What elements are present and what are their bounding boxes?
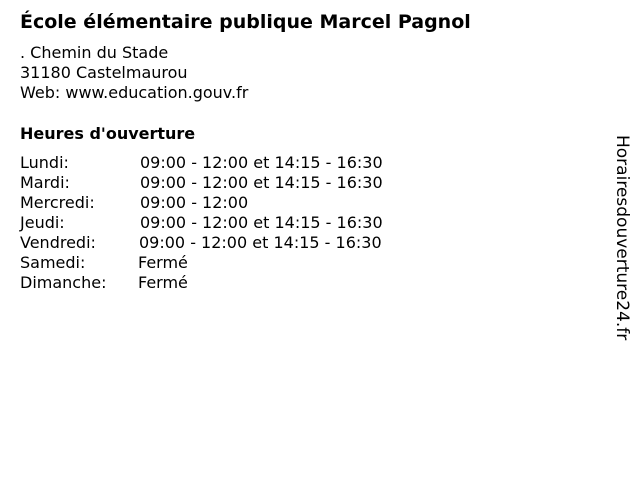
time-value: 09:00 - 12:00 et 14:15 - 16:30 [140, 153, 383, 172]
website-line: Web: www.education.gouv.fr [20, 83, 249, 102]
time-value: 09:00 - 12:00 et 14:15 - 16:30 [140, 213, 383, 232]
day-label: Mercredi: [20, 193, 95, 212]
day-label: Dimanche: [20, 273, 107, 292]
page-title: École élémentaire publique Marcel Pagnol [20, 11, 471, 33]
site-watermark: Horairesdouverture24.fr [612, 135, 632, 341]
day-label: Lundi: [20, 153, 69, 172]
time-value: Fermé [138, 273, 188, 292]
time-value: 09:00 - 12:00 et 14:15 - 16:30 [139, 233, 382, 252]
time-value: 09:00 - 12:00 [140, 193, 249, 212]
day-label: Vendredi: [20, 233, 96, 252]
day-label: Mardi: [20, 173, 70, 192]
address-block [20, 43, 248, 103]
day-label: Samedi: [20, 253, 86, 272]
hours-heading: Heures d'ouverture [20, 124, 196, 143]
time-value: 09:00 - 12:00 et 14:15 - 16:30 [140, 173, 383, 192]
street-address: . Chemin du Stade [20, 43, 169, 62]
time-value: Fermé [138, 253, 188, 272]
day-label: Jeudi: [20, 213, 65, 232]
city-address: 31180 Castelmaurou [20, 63, 188, 82]
